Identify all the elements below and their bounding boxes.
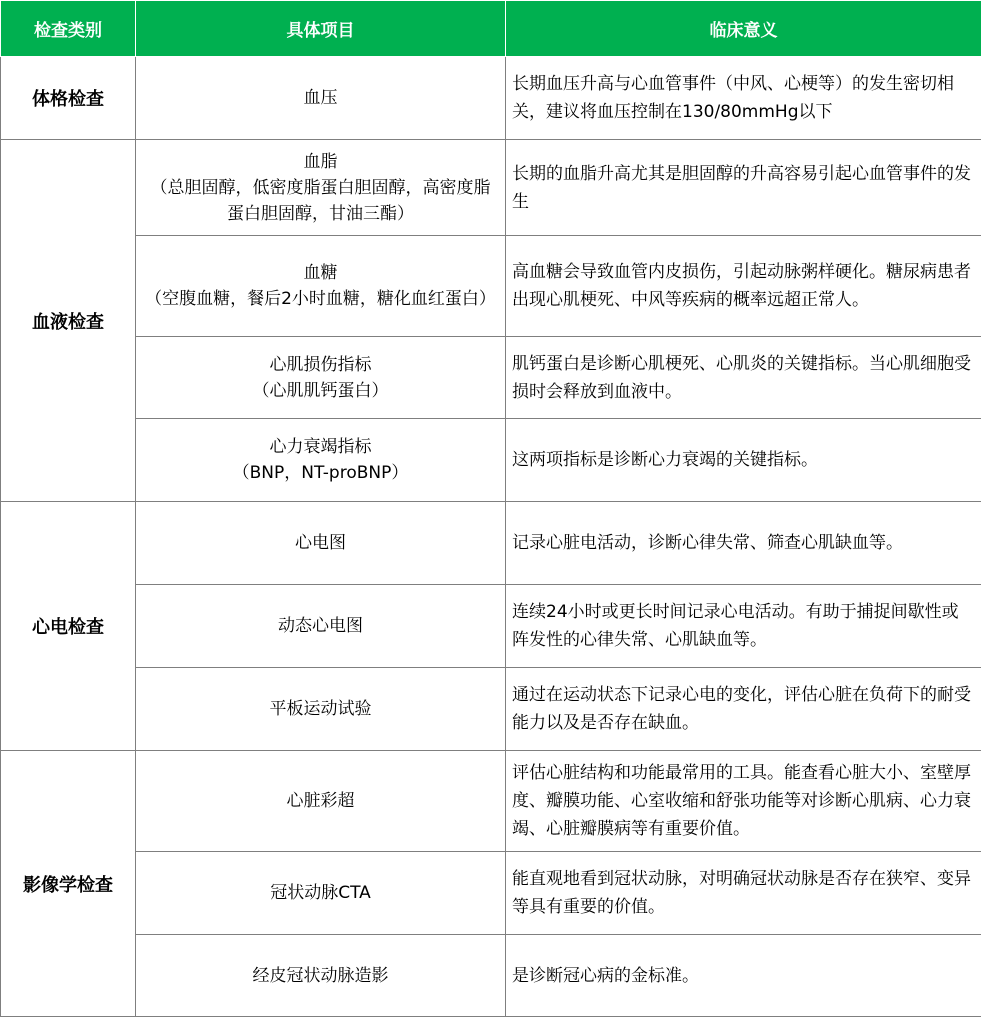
meaning-cell: 这两项指标是诊断心力衰竭的关键指标。 <box>506 419 981 502</box>
table-row <box>1 935 981 1017</box>
meaning-cell: 通过在运动状态下记录心电的变化，评估心脏在负荷下的耐受能力以及是否存在缺血。 <box>506 668 981 751</box>
meaning-cell: 长期血压升高与心血管事件（中风、心梗等）的发生密切相关，建议将血压控制在130/80mmHg以下 <box>506 57 981 140</box>
item-name: 平板运动试验 <box>269 699 372 719</box>
header-row <box>1 1 981 57</box>
table-row <box>1 57 981 140</box>
item-name: 动态心电图 <box>278 616 363 636</box>
item-name: 血压 <box>303 88 338 108</box>
table-row <box>1 852 981 935</box>
item-name: 心脏彩超 <box>286 791 355 811</box>
category-cell: 血液检查 <box>1 140 136 502</box>
meaning-cell: 长期的血脂升高尤其是胆固醇的升高容易引起心血管事件的发生 <box>506 140 981 236</box>
table-row <box>1 585 981 668</box>
table-row <box>1 140 981 236</box>
category-cell: 体格检查 <box>1 57 136 140</box>
item-cell <box>136 751 506 852</box>
item-name: 经皮冠状动脉造影 <box>252 965 389 986</box>
item-cell <box>136 935 506 1017</box>
table-row <box>1 502 981 585</box>
category-cell: 心电检查 <box>1 502 136 751</box>
header-item: 具体项目 <box>136 1 506 57</box>
item-name: 心肌损伤指标 <box>269 354 372 375</box>
header-category: 检查类别 <box>1 1 136 57</box>
meaning-cell: 能直观地看到冠状动脉，对明确冠状动脉是否存在狭窄、变异等具有重要的价值。 <box>506 852 981 935</box>
item-cell <box>136 140 506 236</box>
meaning-cell: 是诊断冠心病的金标准。 <box>506 935 981 1017</box>
item-name: 冠状动脉CTA <box>270 883 371 903</box>
item-name: 血脂 <box>303 151 338 172</box>
meaning-cell: 高血糖会导致血管内皮损伤，引起动脉粥样硬化。糖尿病患者出现心肌梗死、中风等疾病的概率远超正常人。 <box>506 236 981 337</box>
meaning-cell: 连续24小时或更长时间记录心电活动。有助于捕捉间歇性或阵发性的心律失常、心肌缺血等。 <box>506 585 981 668</box>
meaning-cell: 记录心脏电活动，诊断心律失常、筛查心肌缺血等。 <box>506 502 981 585</box>
item-cell <box>136 502 506 585</box>
item-detail: （总胆固醇，低密度脂蛋白胆固醇，高密度脂蛋白胆固醇，甘油三酯） <box>150 177 491 224</box>
item-detail: （BNP，NT-proBNP） <box>232 463 409 483</box>
item-cell <box>136 419 506 502</box>
table-row <box>1 419 981 502</box>
item-name: 心电图 <box>295 533 346 553</box>
item-detail: （空腹血糖，餐后2小时血糖，糖化血红蛋白） <box>145 289 496 309</box>
item-detail: （心肌肌钙蛋白） <box>252 380 389 401</box>
item-cell <box>136 852 506 935</box>
item-cell <box>136 57 506 140</box>
item-name: 心力衰竭指标 <box>269 437 372 457</box>
item-cell <box>136 668 506 751</box>
meaning-cell: 评估心脏结构和功能最常用的工具。能查看心脏大小、室壁厚度、瓣膜功能、心室收缩和舒张功能等对诊断心肌病、心力衰竭、心脏瓣膜病等有重要价值。 <box>506 751 981 852</box>
table-row <box>1 751 981 852</box>
item-cell <box>136 585 506 668</box>
table-row <box>1 337 981 419</box>
item-cell <box>136 337 506 419</box>
header-meaning: 临床意义 <box>506 1 981 57</box>
meaning-cell: 肌钙蛋白是诊断心肌梗死、心肌炎的关键指标。当心肌细胞受损时会释放到血液中。 <box>506 337 981 419</box>
table-row <box>1 236 981 337</box>
item-name: 血糖 <box>303 263 338 283</box>
item-cell <box>136 236 506 337</box>
category-cell: 影像学检查 <box>1 751 136 1017</box>
table-row <box>1 668 981 751</box>
